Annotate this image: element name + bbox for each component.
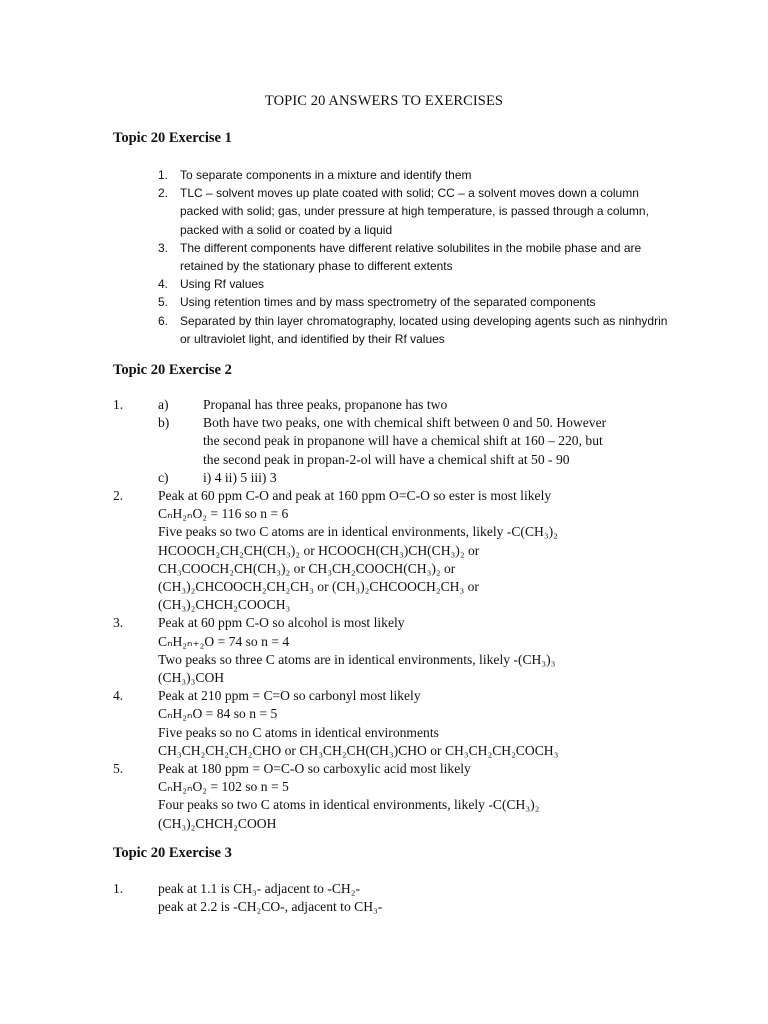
answer-text: CₙH₂ₙO₂ = 102 so n = 5 bbox=[158, 779, 289, 795]
answer-number: 5. bbox=[113, 761, 124, 776]
item-number: 3. bbox=[158, 240, 169, 255]
answer-text: Propanal has three peaks, propanone has two bbox=[203, 397, 448, 412]
item-number: 5. bbox=[158, 295, 169, 310]
list-item bbox=[158, 166, 678, 184]
answer-text: (CH₃)₂CHCOOCH₂CH₂CH₃ or (CH₃)₂CHCOOCH₂CH₃ or bbox=[158, 579, 479, 594]
exercise1-list bbox=[158, 166, 678, 348]
answer-text: c) bbox=[158, 469, 169, 485]
answer-text: i) 4 ii) 5 iii) 3 bbox=[203, 469, 277, 485]
answer-text: (CH₃)₂CHCH₂COOH bbox=[158, 815, 277, 831]
item-text: TLC – solvent moves up plate coated with solid; CC – a solvent moves down a column packed with solid; gas, under pressure at high temperature, is passed through a column, packed with a solid or coated by a liquid bbox=[180, 186, 649, 237]
list-item bbox=[158, 293, 678, 311]
item-text: Using retention times and by mass spectrometry of the separated components bbox=[180, 295, 596, 310]
item-number: 6. bbox=[158, 313, 169, 328]
answer-text: peak at 1.1 is CH₃- adjacent to -CH₂- bbox=[158, 881, 361, 896]
answer-text: the second peak in propanone will have a chemical shift at 160 – 220, but bbox=[203, 433, 603, 449]
answer-number: 1. bbox=[113, 397, 124, 412]
page-title: TOPIC 20 ANSWERS TO EXERCISES bbox=[264, 93, 504, 109]
list-item bbox=[158, 275, 678, 293]
answer-text: HCOOCH₂CH₂CH(CH₃)₂ or HCOOCH(CH₃)CH(CH₃)₂ or bbox=[158, 542, 480, 558]
answer-text: Peak at 60 ppm C-O and peak at 160 ppm O=C-O so ester is most likely bbox=[158, 488, 552, 503]
answer-text: Two peaks so three C atoms are in identical environments, likely -(CH₃)₃ bbox=[158, 651, 556, 667]
answer-text: CH₃CH₂CH₂CH₂CHO or CH₃CH₂CH(CH₃)CHO or CH₃CH₂CH₂COCH₃ bbox=[158, 742, 559, 758]
answer-number: 3. bbox=[113, 615, 124, 631]
answer-text: CH₃COOCH₂CH(CH₃)₂ or CH₃CH₂COOCH(CH₃)₂ or bbox=[158, 560, 456, 576]
answer-text: a) bbox=[158, 397, 169, 412]
answer-text: Five peaks so two C atoms are in identical environments, likely -C(CH₃)₂ bbox=[158, 524, 558, 540]
answer-text: Both have two peaks, one with chemical shift between 0 and 50. However bbox=[203, 415, 607, 431]
list-item bbox=[158, 312, 678, 348]
answer-number: 2. bbox=[113, 488, 124, 503]
answer-number: 1. bbox=[113, 881, 124, 896]
item-number: 1. bbox=[158, 168, 169, 182]
answer-text: Five peaks so no C atoms in identical environments bbox=[158, 724, 439, 740]
answer-text: CₙH₂ₙO = 84 so n = 5 bbox=[158, 706, 278, 722]
item-number: 4. bbox=[158, 277, 169, 292]
answer-text: b) bbox=[158, 415, 170, 431]
answer-text: (CH₃)₃COH bbox=[158, 670, 225, 685]
item-text: The different components have different relative solubilites in the mobile phase and are retained by the stationary phase to different extents bbox=[180, 240, 642, 274]
list-item bbox=[158, 184, 678, 239]
answer-text: CₙH₂ₙ₊₂O = 74 so n = 4 bbox=[158, 633, 290, 649]
answer-number: 4. bbox=[113, 688, 124, 704]
exercise2-heading: Topic 20 Exercise 2 bbox=[113, 362, 232, 378]
item-text: Using Rf values bbox=[180, 277, 265, 292]
answer-text: (CH₃)₂CHCH₂COOCH₃ bbox=[158, 597, 291, 613]
exercise3-heading: Topic 20 Exercise 3 bbox=[113, 845, 232, 861]
answer-text: Peak at 180 ppm = O=C-O so carboxylic acid most likely bbox=[158, 761, 471, 776]
answer-text: the second peak in propan-2-ol will have a chemical shift at 50 - 90 bbox=[203, 451, 570, 467]
answer-text: peak at 2.2 is -CH₂CO-, adjacent to CH₃- bbox=[158, 899, 383, 915]
answer-text: Peak at 60 ppm C-O so alcohol is most likely bbox=[158, 615, 405, 631]
item-number: 2. bbox=[158, 186, 169, 201]
answer-text: CₙH₂ₙO₂ = 116 so n = 6 bbox=[158, 506, 289, 522]
list-item bbox=[158, 239, 678, 275]
item-text: To separate components in a mixture and identify them bbox=[180, 168, 472, 182]
item-text: Separated by thin layer chromatography, located using developing agents such as ninhydrin or ultraviolet light, and identified by their Rf values bbox=[180, 313, 668, 346]
answer-text: Peak at 210 ppm = C=O so carbonyl most likely bbox=[158, 688, 421, 704]
answer-text: Four peaks so two C atoms in identical environments, likely -C(CH₃)₂ bbox=[158, 797, 540, 813]
exercise1-heading: Topic 20 Exercise 1 bbox=[113, 130, 232, 146]
